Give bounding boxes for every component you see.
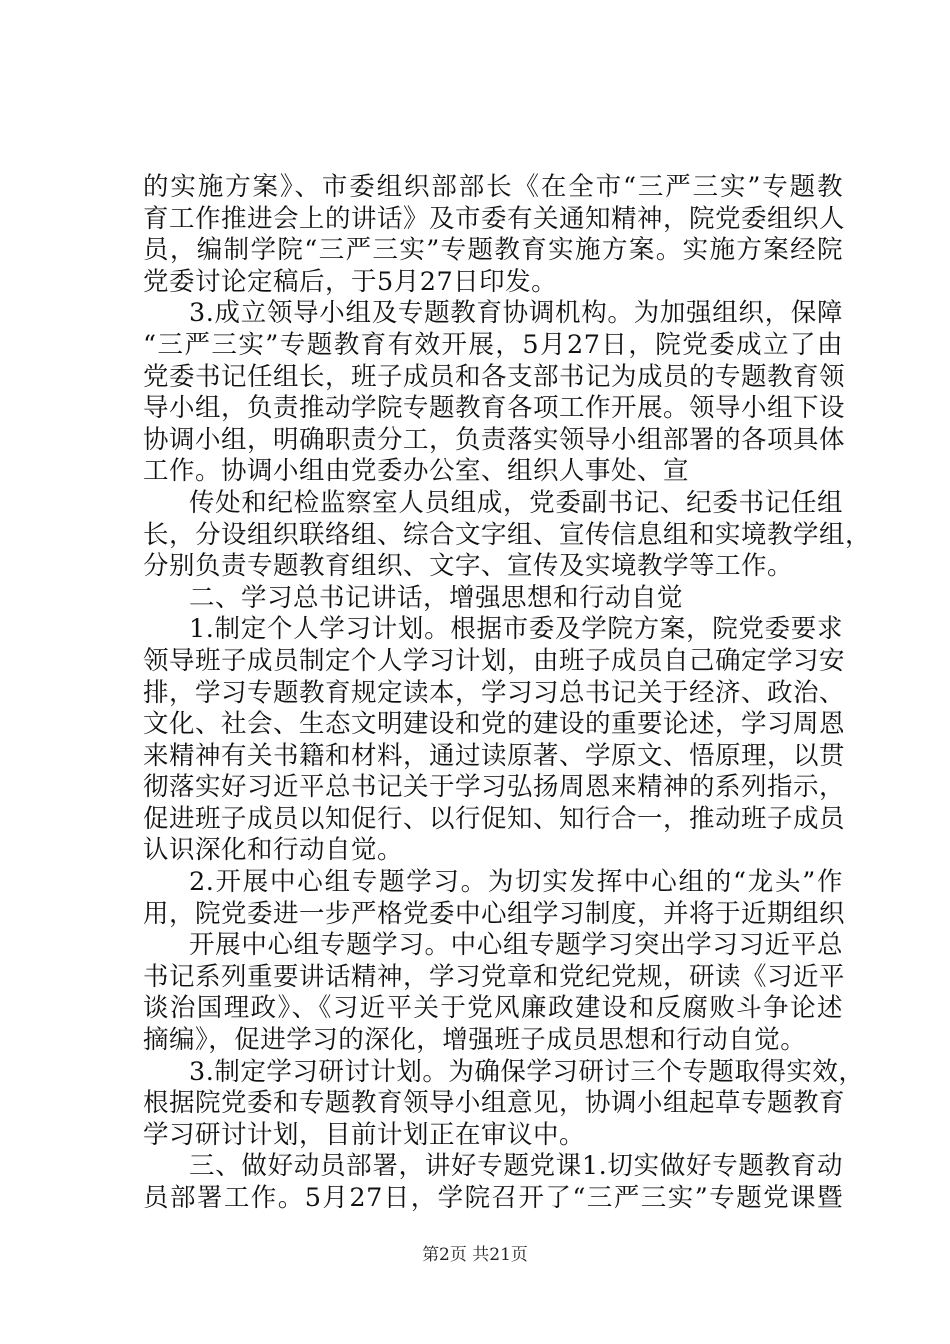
text-line: 协调小组，明确职责分工，负责落实领导小组部署的各项具体 (143, 424, 846, 455)
text-line: 根据院党委和专题教育领导小组意见，协调小组起草专题教育 (143, 1088, 846, 1119)
text-line: 党委书记任组长，班子成员和各支部书记为成员的专题教育领 (143, 361, 846, 392)
page-footer: 第2页 共21页 (422, 1245, 528, 1265)
text-line: 长，分设组织联络组、综合文字组、宣传信息组和实境教学组， (143, 519, 872, 550)
text-line: 来精神有关书籍和材料，通过读原著、学原文、悟原理，以贯 (143, 740, 846, 771)
text-line: 谈治国理政》、《习近平关于党风廉政建设和反腐败斗争论述 (143, 993, 843, 1024)
text-line: 3.制定学习研讨计划。为确保学习研讨三个专题取得实效， (189, 1056, 865, 1087)
text-line: “三严三实”专题教育有效开展，5月27日，院党委成立了由 (143, 329, 843, 360)
text-line: 用，院党委进一步严格党委中心组学习制度，并将于近期组织 (143, 898, 846, 929)
text-line: 文化、社会、生态文明建设和党的建设的重要论述，学习周恩 (143, 709, 846, 740)
text-line: 彻落实好习近平总书记关于学习弘扬周恩来精神的系列指示， (143, 772, 846, 803)
section-heading: 三、做好动员部署，讲好专题党课1.切实做好专题教育动 (189, 1151, 843, 1182)
text-line: 员部署工作。5月27日，学院召开了“三严三实”专题党课暨 (143, 1183, 843, 1213)
section-heading: 二、学习总书记讲话，增强思想和行动自觉 (189, 582, 684, 613)
text-line: 书记系列重要讲话精神，学习党章和党纪党规，研读《习近平 (143, 961, 846, 992)
document-body (143, 172, 872, 1215)
text-line: 1.制定个人学习计划。根据市委及学院方案，院党委要求 (189, 614, 843, 645)
text-line: 学习研讨计划，目前计划正在审议中。 (143, 1119, 586, 1150)
text-line: 摘编》，促进学习的深化，增强班子成员思想和行动自觉。 (143, 1025, 807, 1056)
text-line: 育工作推进会上的讲话》及市委有关通知精神，院党委组织人 (143, 203, 846, 234)
text-line: 3.成立领导小组及专题教育协调机构。为加强组织，保障 (189, 298, 843, 329)
text-line: 分别负责专题教育组织、文字、宣传及实境教学等工作。 (143, 551, 794, 582)
text-line: 促进班子成员以知促行、以行促知、知行合一，推动班子成员 (143, 803, 846, 834)
text-line: 员，编制学院“三严三实”专题教育实施方案。实施方案经院 (143, 235, 843, 266)
text-line: 排，学习专题教育规定读本，学习习总书记关于经济、政治、 (143, 677, 846, 708)
text-line: 传处和纪检监察室人员组成，党委副书记、纪委书记任组 (189, 487, 843, 518)
text-line: 开展中心组专题学习。中心组专题学习突出学习习近平总 (189, 930, 843, 961)
text-line: 工作。协调小组由党委办公室、组织人事处、宣 (143, 456, 690, 487)
text-line: 的实施方案》、市委组织部部长《在全市“三严三实”专题教 (143, 172, 843, 202)
text-line: 导小组，负责推动学院专题教育各项工作开展。领导小组下设 (143, 393, 846, 424)
text-line: 认识深化和行动自觉。 (143, 835, 404, 866)
text-line: 领导班子成员制定个人学习计划，由班子成员自己确定学习安 (143, 645, 846, 676)
text-line: 2.开展中心组专题学习。为切实发挥中心组的“龙头”作 (189, 867, 843, 898)
text-line: 党委讨论定稿后，于5月27日印发。 (143, 266, 558, 297)
